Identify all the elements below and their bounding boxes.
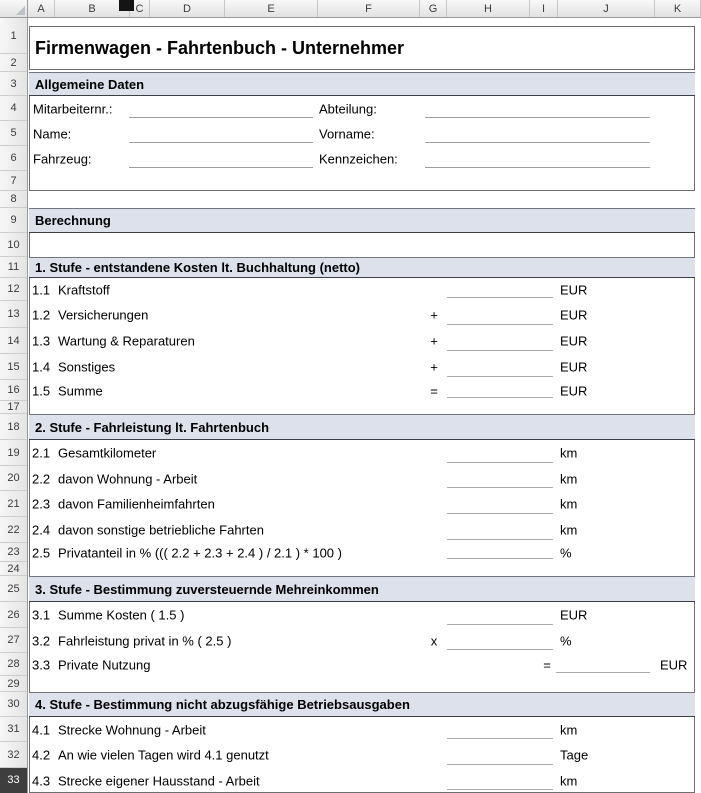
value-input[interactable] — [447, 750, 553, 765]
row-number-label: 3.1 — [32, 607, 51, 623]
vorname-input[interactable] — [425, 127, 650, 143]
general-row-2 — [28, 122, 696, 145]
unit-label: EUR — [660, 657, 688, 672]
row-header-26[interactable]: 26 — [0, 602, 27, 628]
section-title: 1. Stufe - entstandene Kosten lt. Buchhaltung (netto) — [35, 260, 360, 275]
row-number-label: 4.3 — [32, 773, 51, 788]
row-header-19[interactable]: 19 — [0, 440, 27, 466]
calc-row-4-2 — [28, 742, 696, 768]
value-input[interactable] — [447, 448, 553, 463]
calc-row-4-1 — [28, 717, 696, 742]
row-header-13[interactable]: 13 — [0, 301, 27, 328]
operator-label: + — [430, 333, 438, 349]
row-label: Private Nutzung — [58, 657, 151, 672]
column-header-J[interactable]: J — [558, 0, 655, 17]
general-row-1 — [28, 97, 696, 120]
row-header-16[interactable]: 16 — [0, 380, 27, 401]
unit-label: km — [560, 445, 578, 461]
value-input[interactable] — [447, 635, 553, 650]
calc-row-2-5 — [28, 543, 696, 562]
row-header-21[interactable]: 21 — [0, 491, 27, 517]
value-input[interactable] — [447, 610, 553, 625]
row-header-12[interactable]: 12 — [0, 278, 27, 301]
row-number-label: 1.3 — [32, 333, 51, 349]
unit-label: % — [560, 633, 572, 648]
calc-row-2-1 — [28, 440, 696, 466]
column-header-G[interactable]: G — [420, 0, 447, 17]
row-number-label: 2.1 — [32, 445, 51, 461]
select-all-corner[interactable] — [0, 0, 28, 18]
row-number-label: 1.1 — [32, 282, 51, 297]
value-input[interactable] — [447, 383, 553, 398]
row-header-11[interactable]: 11 — [0, 257, 27, 278]
row-header-17[interactable]: 17 — [0, 401, 27, 414]
calc-row-2-4 — [28, 517, 696, 543]
row-number-label: 1.4 — [32, 359, 51, 375]
value-input[interactable] — [447, 473, 553, 488]
column-header-F[interactable]: F — [318, 0, 420, 17]
row-number-label: 4.2 — [32, 747, 51, 763]
row-header-10[interactable]: 10 — [0, 233, 27, 257]
fahrzeug-input[interactable] — [129, 152, 313, 168]
section-title: Berechnung — [35, 213, 111, 228]
section-3-header — [29, 576, 695, 602]
row-label: Privatanteil in % ((( 2.2 + 2.3 + 2.4 ) / 2.1 ) * 100 ) — [58, 545, 342, 560]
row-header-33-selected[interactable]: 33 — [0, 768, 27, 793]
row-header-8[interactable]: 8 — [0, 191, 27, 208]
row-header-2[interactable]: 2 — [0, 54, 27, 72]
value-input[interactable] — [447, 336, 553, 351]
field-label-mitarbeiternr: Mitarbeiternr.: — [33, 101, 113, 116]
row-label: Kraftstoff — [58, 282, 110, 297]
row-label: Fahrleistung privat in % ( 2.5 ) — [58, 633, 232, 648]
row-header-18[interactable]: 18 — [0, 414, 27, 440]
unit-label: Tage — [560, 747, 589, 763]
column-header-H[interactable]: H — [447, 0, 530, 17]
operator-label: + — [430, 307, 438, 322]
row-label: davon sonstige betriebliche Fahrten — [58, 522, 264, 538]
operator-label: + — [430, 359, 438, 375]
row-label: Sonstiges — [58, 359, 116, 375]
row-number-label: 2.4 — [32, 522, 51, 538]
field-label-vorname: Vorname: — [319, 126, 375, 141]
row-header-29[interactable]: 29 — [0, 676, 27, 692]
row-number-label: 2.2 — [32, 471, 51, 486]
calc-row-1-5 — [28, 380, 696, 401]
row-number-label: 3.3 — [32, 657, 51, 672]
row-label: Summe — [58, 383, 103, 398]
active-cell-marker — [119, 0, 134, 11]
row-number-label: 2.5 — [32, 545, 51, 560]
field-label-name: Name: — [33, 126, 72, 141]
section-title: 4. Stufe - Bestimmung nicht abzugsfähige Betriebsausgaben — [35, 697, 410, 712]
row-header-15[interactable]: 15 — [0, 354, 27, 380]
row-label: Strecke Wohnung - Arbeit — [58, 722, 206, 737]
row-header-23[interactable]: 23 — [0, 543, 27, 562]
row-number-label: 1.5 — [32, 383, 51, 398]
general-data-header — [29, 72, 695, 96]
row-header-bar — [0, 18, 28, 793]
row-header-3[interactable]: 3 — [0, 72, 27, 96]
row-label: Versicherungen — [58, 307, 149, 322]
row-number-label: 4.1 — [32, 722, 51, 737]
row-header-6[interactable]: 6 — [0, 146, 27, 171]
row-header-30[interactable]: 30 — [0, 692, 27, 717]
value-input[interactable] — [556, 658, 650, 673]
unit-label: km — [560, 471, 578, 486]
row-header-14[interactable]: 14 — [0, 328, 27, 354]
value-input[interactable] — [447, 775, 553, 790]
unit-label: % — [560, 545, 572, 560]
sheet-content — [28, 18, 701, 793]
row-header-22[interactable]: 22 — [0, 517, 27, 543]
calc-row-1-4 — [28, 354, 696, 380]
column-header-D[interactable]: D — [150, 0, 225, 17]
row-header-20[interactable]: 20 — [0, 466, 27, 491]
unit-label: EUR — [560, 333, 588, 349]
field-label-fahrzeug: Fahrzeug: — [33, 151, 92, 166]
field-label-abteilung: Abteilung: — [319, 101, 377, 116]
row-header-1[interactable]: 1 — [0, 18, 27, 54]
section-title: Allgemeine Daten — [35, 76, 145, 92]
calc-row-3-3 — [28, 653, 696, 676]
column-header-B[interactable]: B — [55, 0, 130, 17]
value-input[interactable] — [447, 283, 553, 298]
unit-label: EUR — [560, 383, 588, 398]
section-1-header — [29, 257, 695, 278]
value-input[interactable] — [447, 724, 553, 739]
unit-label: EUR — [560, 607, 588, 623]
calc-row-2-2 — [28, 466, 696, 491]
unit-label: km — [560, 496, 578, 512]
value-input[interactable] — [447, 310, 553, 325]
unit-label: EUR — [560, 307, 588, 322]
row-header-4[interactable]: 4 — [0, 96, 27, 121]
unit-label: km — [560, 773, 578, 788]
unit-label: km — [560, 722, 578, 737]
row-header-24[interactable]: 24 — [0, 562, 27, 576]
row-label: Strecke eigener Hausstand - Arbeit — [58, 773, 260, 788]
name-input[interactable] — [129, 127, 313, 143]
row-header-28[interactable]: 28 — [0, 653, 27, 676]
value-input[interactable] — [447, 544, 553, 559]
row-label: An wie vielen Tagen wird 4.1 genutzt — [58, 747, 269, 763]
section-title: 3. Stufe - Bestimmung zuversteuernde Mehreinkommen — [35, 581, 379, 597]
calc-row-1-1 — [28, 278, 696, 301]
calc-row-1-3 — [28, 328, 696, 354]
column-header-I[interactable]: I — [530, 0, 558, 17]
section-4-header — [29, 692, 695, 717]
column-header-K[interactable]: K — [655, 0, 701, 17]
value-input[interactable] — [447, 362, 553, 377]
calc-row-2-3 — [28, 491, 696, 517]
operator-label: = — [430, 383, 438, 398]
page-title: Firmenwagen - Fahrtenbuch - Unternehmer — [35, 37, 405, 58]
unit-label: EUR — [560, 282, 588, 297]
kennzeichen-input[interactable] — [425, 152, 650, 168]
title-box — [29, 26, 695, 70]
unit-label: EUR — [560, 359, 588, 375]
row-header-27[interactable]: 27 — [0, 628, 27, 653]
calc-row-4-3 — [28, 768, 696, 793]
row-header-25[interactable]: 25 — [0, 576, 27, 602]
row-number-label: 2.3 — [32, 496, 51, 512]
row-header-32[interactable]: 32 — [0, 742, 27, 768]
row-number-label: 3.2 — [32, 633, 51, 648]
row-header-31[interactable]: 31 — [0, 717, 27, 742]
column-header-C[interactable]: C — [130, 0, 150, 17]
row-label: Gesamtkilometer — [58, 445, 157, 461]
row-label: Wartung & Reparaturen — [58, 333, 195, 349]
column-header-A[interactable]: A — [28, 0, 55, 17]
column-header-E[interactable]: E — [225, 0, 318, 17]
row-label: Summe Kosten ( 1.5 ) — [58, 607, 185, 623]
abteilung-input[interactable] — [425, 102, 650, 118]
calculation-header — [29, 208, 695, 233]
row-label: davon Familienheimfahrten — [58, 496, 215, 512]
mitarbeiternr-input[interactable] — [129, 102, 313, 118]
field-label-kennzeichen: Kennzeichen: — [319, 151, 398, 166]
row-header-5[interactable]: 5 — [0, 121, 27, 146]
calc-row-1-2 — [28, 301, 696, 328]
section-2-header — [29, 414, 695, 440]
section-title: 2. Stufe - Fahrleistung lt. Fahrtenbuch — [35, 419, 270, 435]
value-input[interactable] — [447, 499, 553, 514]
row-header-7[interactable]: 7 — [0, 171, 27, 191]
row-label: davon Wohnung - Arbeit — [58, 471, 198, 486]
operator-label: x — [430, 633, 438, 648]
row-number-label: 1.2 — [32, 307, 51, 322]
general-row-3 — [28, 147, 696, 170]
operator-label: = — [543, 657, 551, 672]
calc-row-3-1 — [28, 602, 696, 628]
row-header-9[interactable]: 9 — [0, 208, 27, 233]
unit-label: km — [560, 522, 578, 538]
value-input[interactable] — [447, 525, 553, 540]
calc-row-3-2 — [28, 628, 696, 653]
